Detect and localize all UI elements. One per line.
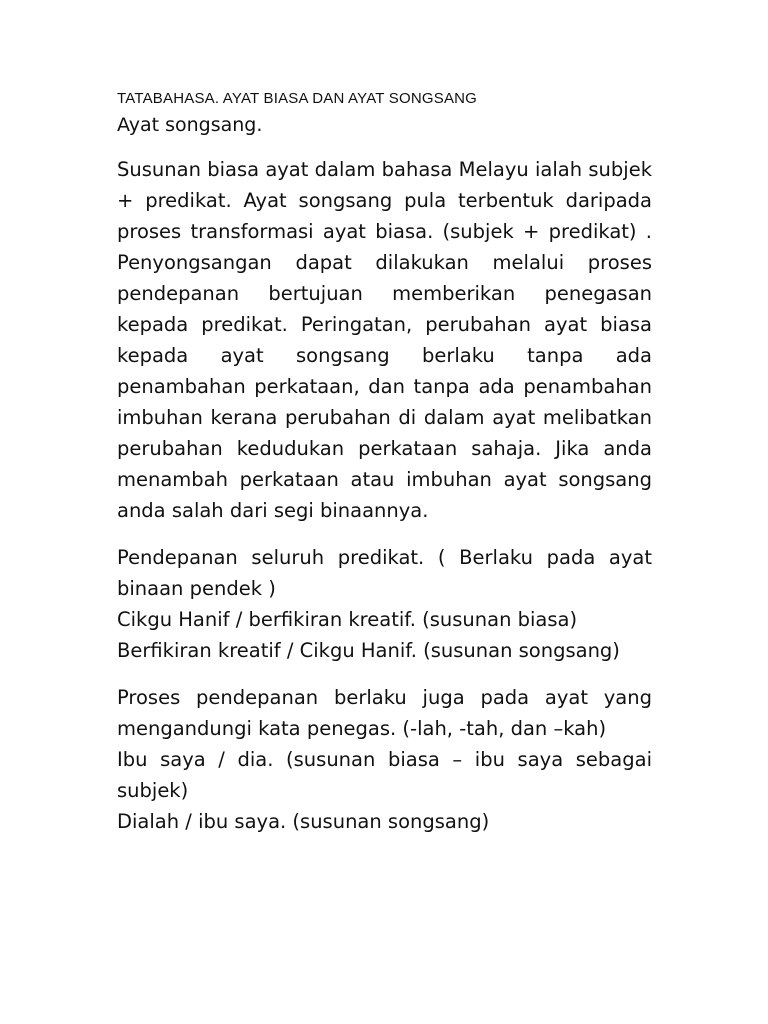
section-full-predicate — [117, 542, 652, 666]
example-emphasis-normal: Ibu saya / dia. (susunan biasa – ibu saya sebagai subjek) — [117, 748, 652, 802]
section-emphasis-intro: Proses pendepanan berlaku juga pada ayat yang mengandungi kata penegas. (-lah, -tah, dan –kah) — [117, 686, 652, 740]
section-full-predicate-intro: Pendepanan seluruh predikat. ( Berlaku pada ayat binaan pendek ) — [117, 546, 652, 600]
document-subtitle: Ayat songsang. — [117, 114, 263, 136]
example-inverted-order: Berfikiran kreatif / Cikgu Hanif. (susunan songsang) — [117, 639, 620, 662]
document-page — [117, 90, 652, 837]
section-emphasis-particle — [117, 682, 652, 837]
example-emphasis-inverted: Dialah / ibu saya. (susunan songsang) — [117, 810, 490, 833]
example-normal-order: Cikgu Hanif / berfikiran kreatif. (susunan biasa) — [117, 608, 578, 631]
document-title: TATABAHASA. AYAT BIASA DAN AYAT SONGSANG — [117, 90, 478, 107]
paragraph-definition: Susunan biasa ayat dalam bahasa Melayu ialah subjek + predikat. Ayat songsang pula terbentuk daripada proses transformasi ayat biasa. (subjek + predikat) . Penyongsangan dapat dilakukan melalui proses pendepanan bertujuan memberikan penegasan kepada predikat. Peringatan, perubahan ayat biasa kepada ayat songsang berlaku tanpa ada penambahan perkataan, dan tanpa ada penambahan imbuhan kerana perubahan di dalam ayat melibatkan perubahan kedudukan perkataan sahaja. Jika anda menambah perkataan atau imbuhan ayat songsang anda salah dari segi binaannya. — [117, 158, 652, 522]
